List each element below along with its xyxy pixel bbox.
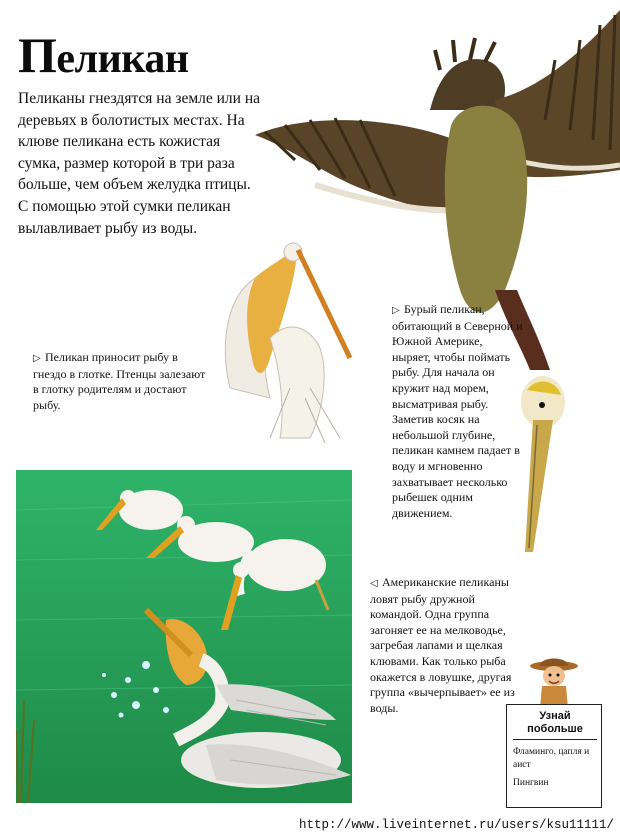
intro-paragraph: Пеликаны гнездятся на земле или на деревьях в болотистых местах. На клюве пеликана есть кожистая сумка, размер которой в три раза больше, чем объем желудка птицы. С помощью этой сумки пеликан вылавливает рыбу из воды. (18, 90, 261, 237)
title-first-letter: П (18, 27, 57, 83)
body (445, 106, 527, 313)
page-title (18, 27, 189, 84)
caption-team-text: Американские пеликаны ловят рыбу дружной командой. Одна группа загоняет ее на мелководье, загребая лапами и щелкая клювами. Как только рыба окажется в ловушке, другая группа «вычерпывает» ее из воды. (370, 575, 515, 715)
triangle-right-icon: ▷ (33, 353, 41, 364)
caption-american-pelicans (370, 575, 515, 716)
footer-url[interactable]: http://www.liveinternet.ru/users/ksu11111/ (298, 818, 614, 832)
title-rest: еликан (56, 36, 189, 82)
learn-more-item-1[interactable]: Фламинго, цапля и аист (513, 747, 590, 770)
learn-more-box (506, 704, 602, 808)
triangle-right-icon: ▷ (392, 305, 400, 316)
learn-more-title: Узнай побольше (513, 710, 597, 740)
caption-brown-pelican (392, 302, 524, 521)
triangle-left-icon: ◁ (370, 578, 378, 589)
beak (525, 420, 553, 552)
caption-nest (33, 350, 213, 413)
caption-nest-text: Пеликан приносит рыбу в гнездо в глотке. Птенцы залезают в глотку родителям и достают рыбу. (33, 350, 206, 412)
pelican-3 (246, 539, 326, 591)
caption-brown-text: Бурый пеликан, обитающий в Северной и Южной Америке, ныряет, чтобы поймать рыбу. Для начала он кружит над морем, высматривая рыбу. Заметив косяк на небольшой глубине, пеликан камнем падает в воду и мгновенно захватывает несколько рыбешек одним движением. (392, 302, 523, 520)
pelicans-fishing-illustration (16, 470, 352, 803)
learn-more-item-2[interactable]: Пингвин (513, 778, 549, 788)
nest-feeding-illustration (210, 238, 370, 448)
explorer-mascot-icon (528, 652, 580, 708)
